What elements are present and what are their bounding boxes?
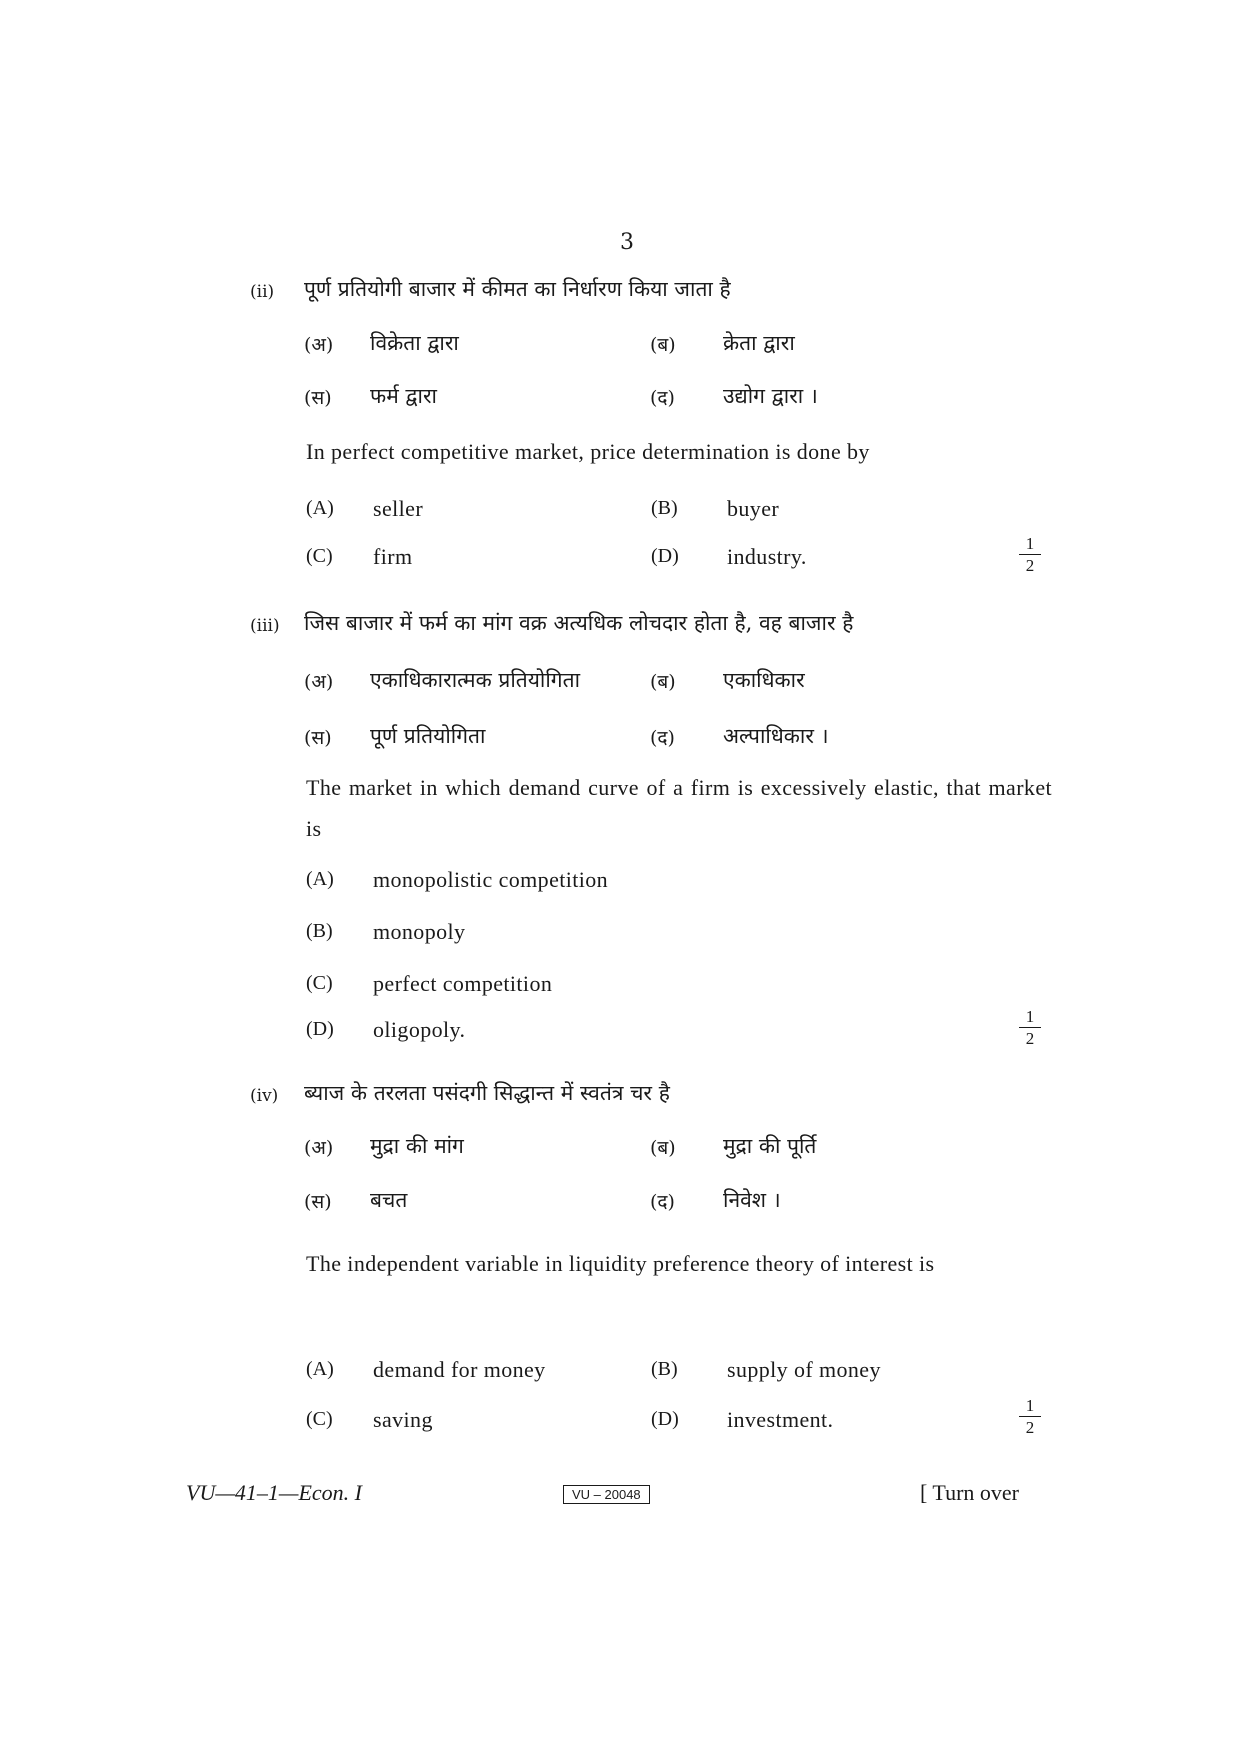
option-text: oligopoly. (373, 1017, 466, 1042)
option-text: एकाधिकारात्मक प्रतियोगिता (370, 668, 581, 692)
question-number: (iv) (250, 1086, 279, 1106)
page-number: 3 (620, 230, 634, 255)
question-number: (iii) (250, 616, 280, 636)
option-label: (ब) (650, 1137, 676, 1159)
option-text: monopoly (373, 919, 466, 944)
option-label: (B) (651, 1358, 678, 1380)
option-text: पूर्ण प्रतियोगिता (370, 724, 486, 748)
option-text: फर्म द्वारा (370, 384, 437, 408)
marks-fraction (1017, 535, 1043, 574)
hindi-question: ब्याज के तरलता पसंदगी सिद्धान्त में स्वतंत्र चर है (304, 1081, 670, 1105)
option-text: demand for money (373, 1357, 546, 1382)
paper-code: VU—41–1—Econ. I (186, 1480, 362, 1505)
option-label: (द) (650, 387, 675, 409)
option-text: अल्पाधिकार । (723, 724, 829, 748)
marks-denominator: 2 (1025, 1029, 1035, 1048)
option-label: (D) (651, 545, 679, 567)
option-label: (स) (304, 727, 332, 749)
option-label: (D) (651, 1408, 679, 1430)
option-text: seller (373, 496, 424, 521)
option-label: (A) (306, 1358, 334, 1380)
option-text: buyer (727, 496, 780, 521)
option-label: (A) (306, 497, 334, 519)
option-text: उद्योग द्वारा । (723, 384, 818, 408)
option-label: (B) (651, 497, 678, 519)
option-label: (C) (306, 1408, 333, 1430)
marks-denominator: 2 (1025, 556, 1035, 575)
option-text: क्रेता द्वारा (723, 331, 795, 355)
option-label: (द) (650, 727, 675, 749)
option-label: (C) (306, 545, 333, 567)
booklet-code: VU – 20048 (563, 1485, 650, 1504)
english-question: The independent variable in liquidity preference theory of interest is (306, 1251, 935, 1276)
option-label: (B) (306, 920, 333, 942)
option-text: मुद्रा की मांग (370, 1134, 464, 1158)
option-label: (ब) (650, 334, 676, 356)
option-label: (C) (306, 972, 333, 994)
marks-numerator: 1 (1025, 1007, 1035, 1026)
turn-over-text: [ Turn over (920, 1480, 1020, 1505)
english-question: The market in which demand curve of a firm is excessively elastic, that market is (306, 775, 1052, 841)
option-text: मुद्रा की पूर्ति (723, 1134, 817, 1158)
option-label: (ब) (650, 671, 676, 693)
option-text: saving (373, 1407, 433, 1432)
option-text: निवेश । (723, 1188, 781, 1212)
marks-fraction (1017, 1397, 1043, 1436)
option-text: investment. (727, 1407, 834, 1432)
hindi-question: पूर्ण प्रतियोगी बाजार में कीमत का निर्धारण किया जाता है (304, 277, 731, 301)
marks-denominator: 2 (1025, 1418, 1035, 1437)
option-text: एकाधिकार (723, 668, 805, 692)
option-text: विक्रेता द्वारा (370, 331, 459, 355)
option-text: monopolistic competition (373, 867, 609, 892)
option-label: (स) (304, 387, 332, 409)
option-label: (A) (306, 868, 334, 890)
option-label: (अ) (304, 671, 334, 693)
marks-fraction (1017, 1008, 1043, 1047)
option-text: बचत (370, 1188, 408, 1212)
option-label: (द) (650, 1191, 675, 1213)
option-label: (अ) (304, 334, 334, 356)
option-label: (स) (304, 1191, 332, 1213)
option-text: supply of money (727, 1357, 881, 1382)
option-text: perfect competition (373, 971, 553, 996)
option-label: (D) (306, 1018, 334, 1040)
marks-numerator: 1 (1025, 534, 1035, 553)
marks-numerator: 1 (1025, 1396, 1035, 1415)
english-question: In perfect competitive market, price determination is done by (306, 439, 870, 464)
option-text: firm (373, 544, 413, 569)
hindi-question: जिस बाजार में फर्म का मांग वक्र अत्यधिक लोचदार होता है, वह बाजार है (304, 611, 854, 635)
question-number: (ii) (250, 282, 275, 302)
option-label: (अ) (304, 1137, 334, 1159)
option-text: industry. (727, 544, 807, 569)
